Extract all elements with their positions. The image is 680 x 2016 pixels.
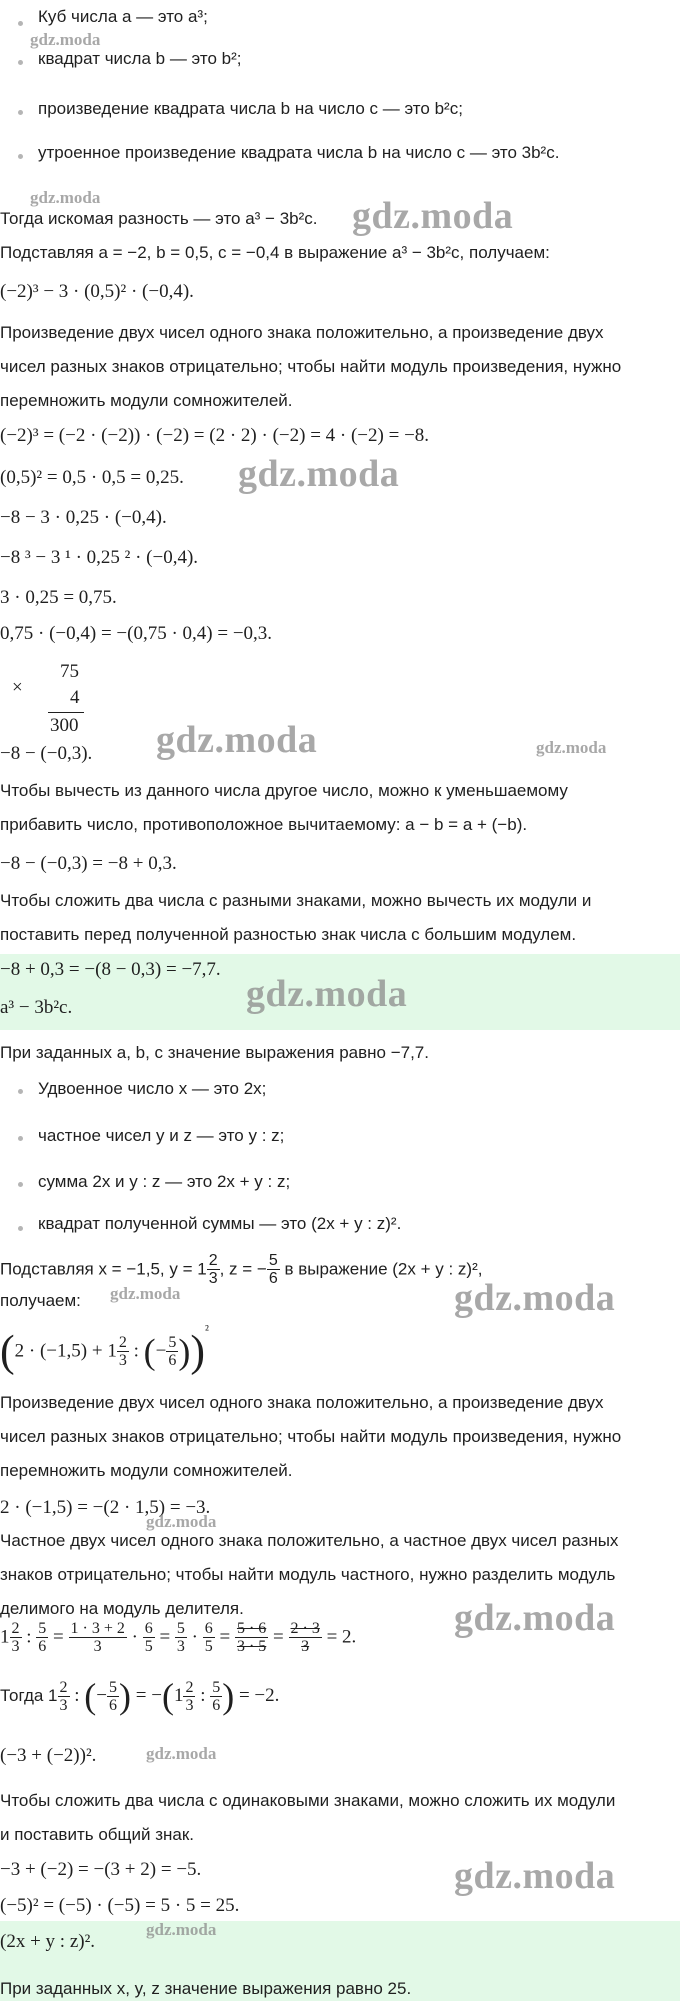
subst-line (0, 1252, 482, 1287)
mul-top: 75 (60, 661, 79, 682)
bullet-item: Куб числа a — это a³; (38, 7, 208, 26)
text-line: получаем: (0, 1291, 81, 1310)
math-line: (−5)² = (−5) · (−5) = 5 · 5 = 25. (0, 1895, 240, 1916)
watermark: gdz.moda (238, 453, 400, 495)
bullet-item: Удвоенное число x — это 2x; (38, 1079, 267, 1098)
mul-result: 300 (50, 715, 79, 736)
bullet-dot (18, 1226, 23, 1231)
text-line: Чтобы вычесть из данного числа другое число, можно к уменьшаемому (0, 781, 568, 800)
math-line: −8 − 3 · 0,25 · (−0,4). (0, 507, 167, 528)
math-line: −8 + 0,3 = −(8 − 0,3) = −7,7. (0, 959, 221, 980)
watermark: gdz.moda (146, 1512, 217, 1531)
watermark: gdz.moda (246, 973, 408, 1015)
watermark: gdz.moda (454, 1277, 616, 1319)
text-line: Произведение двух чисел одного знака положительно, а произведение двух (0, 323, 604, 342)
watermark: gdz.moda (146, 1920, 217, 1939)
watermark: gdz.moda (536, 738, 607, 757)
text-line: поставить перед полученной разностью знак числа с большим модулем. (0, 925, 577, 944)
text-line: знаков отрицательно; чтобы найти модуль частного, нужно разделить модуль (0, 1565, 616, 1584)
mul-bottom: 4 (70, 687, 80, 708)
math-line: (−2)³ − 3 · (0,5)² · (−0,4). (0, 281, 194, 302)
big-expression: (2 · (−1,5) + 1 $\frac{2}{3}$ : (− $\frac{5}{6}$ ))$^{^2}$ (0, 1322, 209, 1376)
text-line: Чтобы сложить два числа с разными знаками, можно вычесть их модули и (0, 891, 592, 910)
answer-b-expr: (2x + y : z)². (0, 1931, 96, 1952)
watermark: gdz.moda (156, 719, 318, 761)
bullet-item: квадрат числа b — это b²; (38, 49, 242, 68)
watermark: gdz.moda (30, 188, 101, 207)
text-line: перемножить модули сомножителей. (0, 1461, 293, 1480)
division-chain: 1 $\frac{2}{3}$ : $\frac{5}{6}$ = $\frac{1 \cdot 3 + 2}{3}$ · $\frac{6}{5}$ = $\frac{5}{3}$ · $\frac{6}{5}$ = $\frac{5 \cdot 6}{3 \cdot 5}$ = $\frac{2 \cdot 3}{3}$ = 2. (0, 1620, 357, 1655)
math-line: −3 + (−2) = −(3 + 2) = −5. (0, 1859, 202, 1880)
bullet-item: квадрат полученной суммы — это (2x + y : z)². (38, 1214, 402, 1233)
bullet-dot (18, 60, 23, 65)
text-line: чисел разных знаков отрицательно; чтобы найти модуль произведения, нужно (0, 357, 622, 376)
bullet-dot (18, 154, 23, 159)
math-line: (0,5)² = 0,5 · 0,5 = 0,25. (0, 467, 184, 488)
bullet-item: утроенное произведение квадрата числа b на число c — это 3b²c. (38, 143, 560, 162)
watermark: gdz.moda (352, 195, 514, 237)
watermark: gdz.moda (454, 1855, 616, 1897)
bullet-dot (18, 21, 23, 26)
subst-mid: , z = − (219, 1259, 267, 1279)
bullet-item: частное чисел y и z — это y : z; (38, 1126, 285, 1145)
mul-sign: × (12, 677, 23, 698)
answer-a-expr: a³ − 3b²c. (0, 997, 73, 1018)
text-line: делимого на модуль делителя. (0, 1599, 244, 1618)
text-line: Частное двух чисел одного знака положительно, а частное двух чисел разных (0, 1531, 619, 1550)
bullet-dot (18, 1136, 23, 1141)
math-line: 0,75 · (−0,4) = −(0,75 · 0,4) = −0,3. (0, 623, 273, 644)
bullet-dot (18, 1089, 23, 1094)
bullet-item: произведение квадрата числа b на число c — это b²c; (38, 99, 463, 118)
math-line: −8 ³ − 3 ¹ · 0,25 ² · (−0,4). (0, 547, 199, 568)
text-line: перемножить модули сомножителей. (0, 391, 293, 410)
watermark: gdz.moda (30, 30, 101, 49)
math-line: −8 − (−0,3) = −8 + 0,3. (0, 853, 177, 874)
then-chain: Тогда 1 $\frac{2}{3}$ : (− $\frac{5}{6}$ ) = −(1 $\frac{2}{3}$ : $\frac{5}{6}$ ) = −2. (0, 1676, 280, 1716)
fraction: $\frac{5}{6}$ (268, 1252, 278, 1287)
math-line: (−2)³ = (−2 · (−2)) · (−2) = (2 · 2) · (−2) = 4 · (−2) = −8. (0, 425, 430, 446)
answer-a-text: При заданных a, b, c значение выражения равно −7,7. (0, 1043, 429, 1062)
math-line: 3 · 0,25 = 0,75. (0, 587, 117, 608)
fraction: $\frac{2}{3}$ (208, 1252, 218, 1287)
watermark: gdz.moda (146, 1744, 217, 1763)
watermark: gdz.moda (110, 1284, 181, 1303)
math-line: 2 · (−1,5) = −(2 · 1,5) = −3. (0, 1497, 211, 1518)
bullet-dot (18, 1182, 23, 1187)
bullet-item: сумма 2x и y : z — это 2x + y : z; (38, 1172, 291, 1191)
bullet-dot (18, 110, 23, 115)
text-line: и поставить общий знак. (0, 1825, 195, 1844)
subst-pre: Подставляя x = −1,5, y = 1 (0, 1259, 207, 1279)
subst-post: в выражение (2x + y : z)², (279, 1259, 483, 1279)
text-line: чисел разных знаков отрицательно; чтобы найти модуль произведения, нужно (0, 1427, 622, 1446)
answer-b-text: При заданных x, y, z значение выражения равно 25. (0, 1979, 412, 1998)
mul-line (48, 712, 84, 713)
text-line: Чтобы сложить два числа с одинаковыми знаками, можно сложить их модули (0, 1791, 616, 1810)
math-line: (−3 + (−2))². (0, 1745, 97, 1766)
text-line: Тогда искомая разность — это a³ − 3b²c. (0, 209, 318, 228)
text-line: прибавить число, противоположное вычитаемому: a − b = a + (−b). (0, 815, 528, 834)
text-line: Произведение двух чисел одного знака положительно, а произведение двух (0, 1393, 604, 1412)
watermark: gdz.moda (454, 1597, 616, 1639)
math-line: −8 − (−0,3). (0, 743, 93, 764)
text-line: Подставляя a = −2, b = 0,5, c = −0,4 в выражение a³ − 3b²c, получаем: (0, 243, 550, 262)
